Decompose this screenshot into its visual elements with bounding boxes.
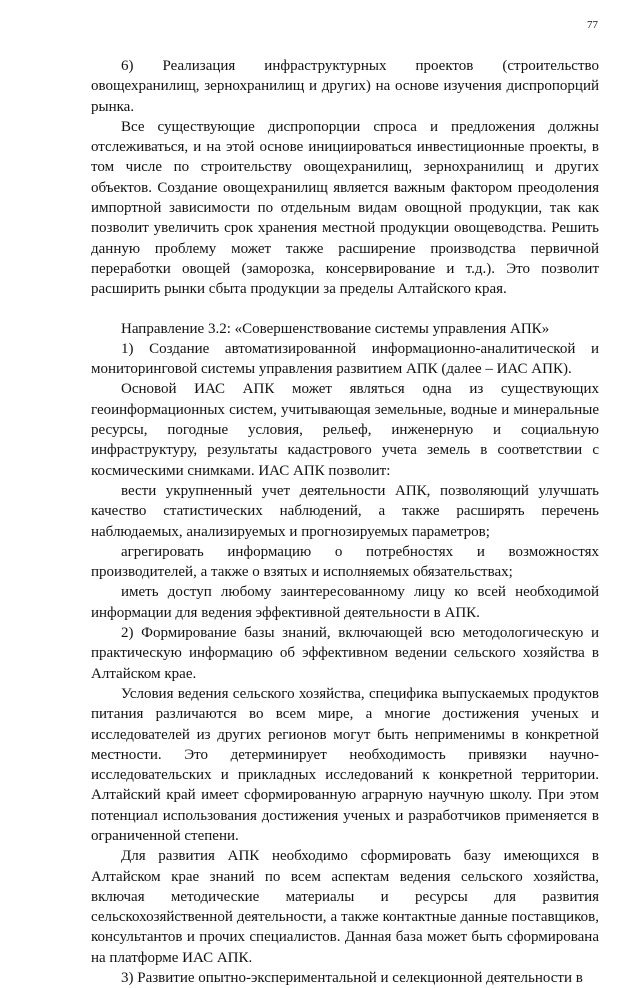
list-item-aggregation: агрегировать информацию о потребностях и возможностях производителей, а также о взятых и исполняемых обязательствах; <box>91 543 599 581</box>
paragraph-knowledge-base: 2) Формирование базы знаний, включающей всю методологическую и практическую информацию об эффективном ведении сельского хозяйства в Алтайском крае. <box>91 625 599 682</box>
document-body <box>91 56 599 988</box>
paragraph-disproportions: Все существующие диспропорции спроса и предложения должны отслеживаться, и на этой основе инициироваться инвестиционные проекты, в том числе по строительству овощехранилищ, зернохранилищ и других объектов. Создание овощехранилищ является важным фактором преодоления импортной зависимости по отдельным видам овощной продукции, так как позволит увеличить срок хранения местной продукции овощеводства. Решить данную проблему может также расширение производства первичной переработки овощей (заморозка, консервирование и т.д.). Это позволит расширить рынки сбыта продукции за пределы Алтайского края. <box>91 118 599 298</box>
paragraph-farming-conditions: Условия ведения сельского хозяйства, специфика выпускаемых продуктов питания различаются во всем мире, а многие достижения ученых и исследователей из других регионов могут быть неприменимы в конкретной местности. Это детерминирует необходимость привязки научно-исследовательских и прикладных исследований к конкретной территории. Алтайский край имеет сформированную аграрную научную школу. При этом потенциал использования достижения ученых и разработчиков применяется в ограниченной степени. <box>91 685 599 844</box>
paragraph-infrastructure-projects: 6) Реализация инфраструктурных проектов (строительство овощехранилищ, зернохранилищ и других) на основе изучения диспропорций рынка. <box>91 58 599 115</box>
list-item-accounting: вести укрупненный учет деятельности АПК, позволяющий улучшать качество статистических наблюдений, а также расширять перечень наблюдаемых, анализируемых и прогнозируемых параметров; <box>91 482 599 540</box>
paragraph-ias-apk-basis: Основой ИАС АПК может являться одна из существующих геоинформационных систем, учитывающая земельные, водные и минеральные ресурсы, погодные условия, рельеф, инженерную и социальную инфраструктуру, результаты кадастрового учета земель в соответствии с космическими снимками. ИАС АПК позволит: <box>91 381 599 479</box>
paragraph-experimental-development: 3) Развитие опытно-экспериментальной и селекционной деятельности в <box>121 970 583 987</box>
section-heading-3-2: Направление 3.2: «Совершенствование системы управления АПК» <box>121 320 550 337</box>
paragraph-knowledge-base-development: Для развития АПК необходимо сформировать базу имеющихся в Алтайском крае знаний по всем аспектам ведения сельского хозяйства, включая методические материалы и ресурсы для развития сельскохозяйственной деятельности, а также контактные данные поставщиков, консультантов и прочих специалистов. Данная база может быть сформирована на платформе ИАС АПК. <box>91 848 599 966</box>
list-item-access: иметь доступ любому заинтересованному лицу ко всей необходимой информации для ведения эффективной деятельности в АПК. <box>91 584 599 621</box>
page-number: 77 <box>587 19 598 31</box>
paragraph-ias-apk-creation: 1) Создание автоматизированной информационно-аналитической и мониторинговой системы управления развитием АПК (далее – ИАС АПК). <box>91 340 599 378</box>
